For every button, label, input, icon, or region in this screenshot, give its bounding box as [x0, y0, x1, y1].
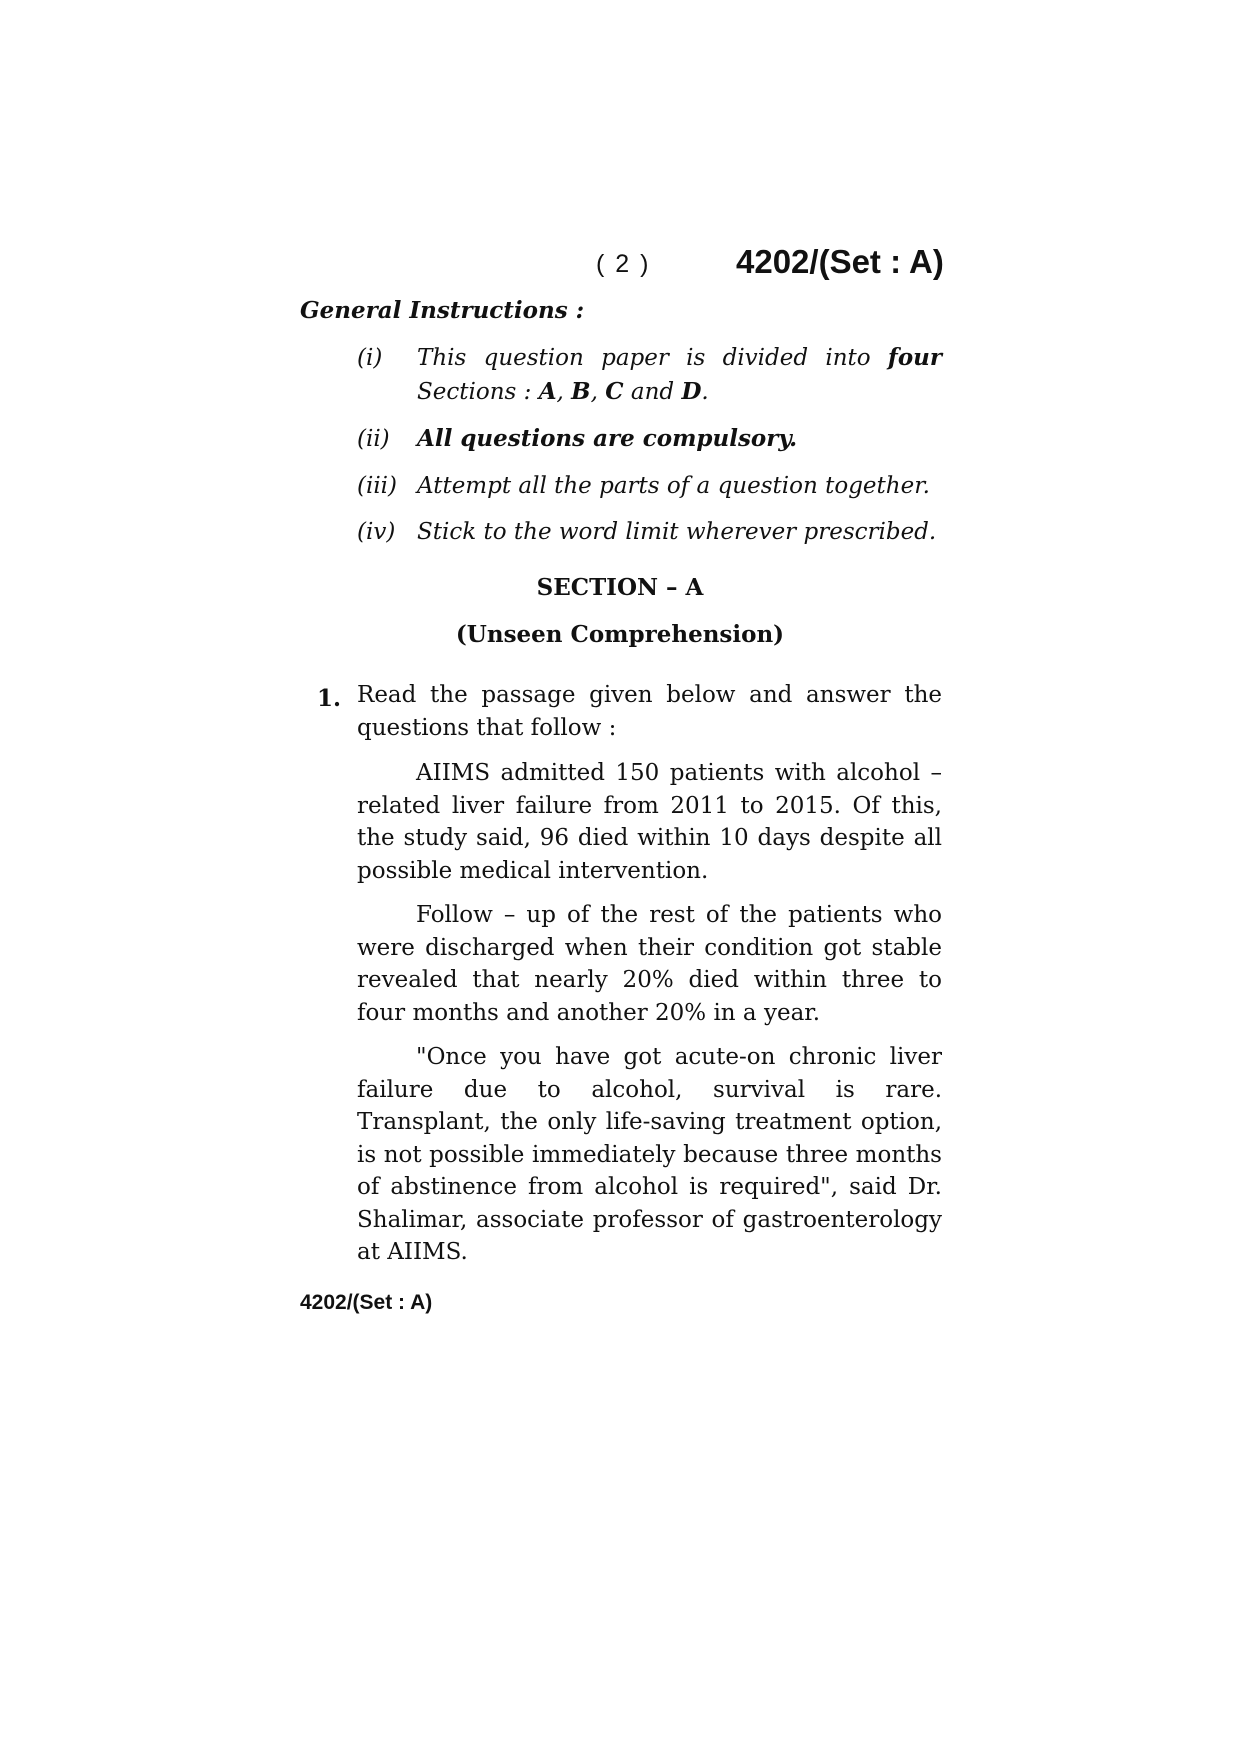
section-letter: C: [605, 378, 624, 405]
separator: ,: [556, 379, 572, 405]
instruction-text-part: Sections :: [417, 379, 539, 405]
instruction-text-part: This question paper is divided into: [417, 345, 888, 371]
instruction-item: [357, 469, 942, 503]
instruction-item: [357, 422, 942, 456]
section-title: SECTION – A: [536, 574, 704, 601]
instruction-item: [357, 341, 942, 409]
instruction-emphasis: four: [887, 344, 942, 371]
question-number: 1.: [317, 685, 342, 712]
paper-set-code-footer: 4202/(Set : A): [300, 1291, 433, 1314]
question-prompt: Read the passage given below and answer the questions that follow :: [357, 682, 942, 741]
instruction-number: (iv): [357, 519, 396, 545]
instruction-number: (iii): [357, 473, 398, 499]
instruction-item: [357, 515, 942, 549]
separator: and: [623, 379, 682, 405]
instruction-number: (i): [357, 345, 383, 371]
instruction-text: Stick to the word limit wherever prescribed.: [417, 519, 937, 545]
section-subtitle: (Unseen Comprehension): [455, 621, 785, 648]
general-instructions-heading: General Instructions :: [300, 297, 585, 324]
separator: .: [701, 379, 709, 405]
page-number: ( 2 ): [596, 250, 651, 278]
passage-paragraph: Follow – up of the rest of the patients who were discharged when their condition got stable revealed that nearly 20% died within three to four months and another 20% in a year.: [357, 902, 942, 1026]
section-letter: A: [538, 378, 557, 405]
paper-set-code-header: 4202/(Set : A): [736, 243, 944, 280]
instruction-number: (ii): [357, 426, 390, 452]
separator: ,: [590, 379, 606, 405]
section-letter: D: [681, 378, 702, 405]
passage-paragraph: "Once you have got acute-on chronic liver failure due to alcohol, survival is rare. Transplant, the only life-saving treatment option, is not possible immediately because three months of abstinence from alcohol is required", said Dr. Shalimar, associate professor of gastroenterology at AIIMS.: [357, 1044, 942, 1265]
instruction-text: Attempt all the parts of a question together.: [417, 473, 930, 499]
instruction-text: All questions are compulsory.: [417, 425, 798, 452]
instruction-text: [417, 341, 942, 409]
passage-paragraph: AIIMS admitted 150 patients with alcohol – related liver failure from 2011 to 2015. Of this, the study said, 96 died within 10 days despite all possible medical intervention.: [357, 760, 942, 884]
section-letter: B: [571, 378, 591, 405]
